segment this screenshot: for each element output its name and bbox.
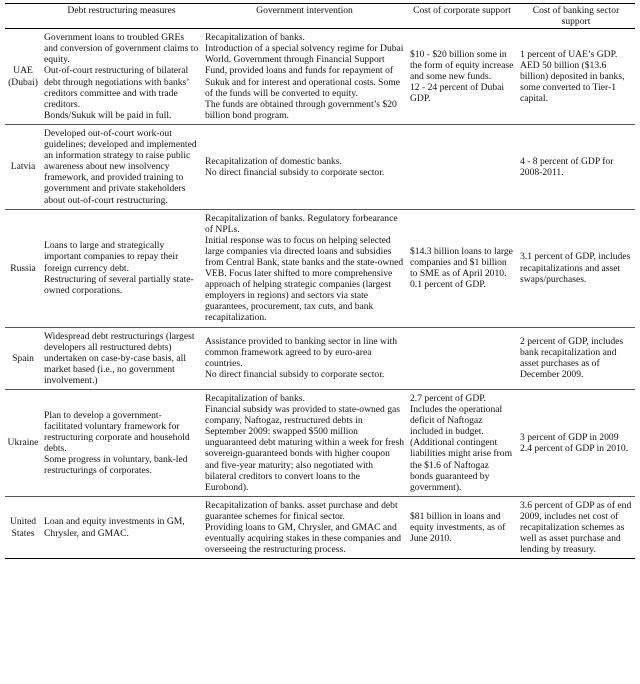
cell-paragraph: No direct financial subsidy to corporate sector. bbox=[205, 369, 385, 381]
cost-banking-support-cell bbox=[517, 209, 635, 327]
debt-restructuring-measures-cell bbox=[41, 496, 202, 558]
cell-paragraph: Widespread debt restructurings (largest developers all restructured debts) undertaken on case-by-case basis, all market based (i.e., no government involvement.) bbox=[44, 330, 195, 386]
country-name-line: Ukraine bbox=[7, 437, 39, 449]
country-name-line: Latvia bbox=[10, 161, 36, 173]
table-row bbox=[5, 496, 635, 558]
cell-paragraph: Some progress in voluntary, bank-led restructurings of corporates. bbox=[44, 454, 188, 477]
government-intervention-cell bbox=[202, 29, 407, 125]
cell-paragraph: 2.7 percent of GDP. bbox=[410, 393, 486, 404]
cell-paragraph: 2.4 percent of GDP in 2010. bbox=[520, 442, 629, 454]
government-intervention-cell bbox=[202, 390, 407, 497]
debt-restructuring-measures-cell bbox=[41, 209, 202, 327]
cell-paragraph: Developed out-of-court work-out guidelines; developed and implemented an information strategy to raise public awareness about new insolvency framework, and provided training to government and private stakeholders about out-of-court restructuring. bbox=[44, 127, 197, 206]
debt-restructuring-measures-cell bbox=[41, 29, 202, 125]
cell-paragraph: Providing loans to GM, Chrysler, and GMAC and eventually acquiring stakes in these companies and overseeing the restructuring process. bbox=[205, 522, 402, 556]
cost-banking-support-cell bbox=[517, 124, 635, 209]
header-country bbox=[5, 4, 41, 29]
cell-paragraph: Restructuring of several partially state-owned corporations. bbox=[44, 273, 194, 296]
cost-banking-support-cell bbox=[517, 29, 635, 125]
cell-paragraph: 3.6 percent of GDP as of end 2009, includes net cost of recapitalization schemes as well as asset purchase and lending by treasury. bbox=[520, 499, 632, 556]
country-name-line: States bbox=[11, 527, 35, 539]
table-row bbox=[5, 29, 635, 125]
cell-paragraph: Bonds/Sukuk will be paid in full. bbox=[44, 109, 172, 121]
table-body bbox=[5, 29, 635, 559]
cell-paragraph: Assistance provided to banking sector in line with common framework agreed to by euro-area countries. bbox=[205, 336, 398, 370]
country-name-line: (Dubai) bbox=[8, 76, 38, 88]
country-cell bbox=[5, 496, 41, 558]
cell-paragraph: $14.3 billion loans to large companies and $1 billion to SME as of April 2010. bbox=[410, 245, 513, 280]
country-cell bbox=[5, 29, 41, 125]
cell-paragraph: 3.1 percent of GDP, includes recapitalizations and asset swaps/purchases. bbox=[520, 251, 631, 285]
table-row bbox=[5, 327, 635, 389]
cost-corporate-support-cell bbox=[407, 209, 517, 327]
cell-paragraph: 0.1 percent of GDP. bbox=[410, 279, 486, 291]
cost-corporate-support-cell bbox=[407, 327, 517, 389]
cell-paragraph: Government loans to troubled GREs and conversion of government claims to equity. bbox=[44, 32, 199, 66]
cell-paragraph: 12 - 24 percent of Dubai GDP. bbox=[410, 82, 505, 105]
cell-paragraph: No direct financial subsidy to corporate sector. bbox=[205, 166, 385, 178]
header-cost-corporate-support: Cost of corporate support bbox=[407, 4, 517, 29]
debt-restructuring-measures-cell bbox=[41, 390, 202, 497]
table-row bbox=[5, 390, 635, 497]
cell-paragraph: $81 billion in loans and equity investments, as of June 2010. bbox=[410, 510, 506, 545]
government-intervention-cell bbox=[202, 496, 407, 558]
debt-restructuring-table bbox=[5, 3, 635, 559]
header-debt-restructuring-measures: Debt restructuring measures bbox=[41, 4, 202, 29]
cost-corporate-support-cell bbox=[407, 496, 517, 558]
government-intervention-cell bbox=[202, 124, 407, 209]
country-cell bbox=[5, 390, 41, 497]
cost-banking-support-cell bbox=[517, 327, 635, 389]
cell-paragraph: Plan to develop a government-facilitated voluntary framework for restructuring corporate and household debts. bbox=[44, 409, 190, 454]
cell-paragraph: Recapitalization of banks. asset purchase and debt guarantee schemes for finical sector. bbox=[205, 499, 398, 522]
cost-corporate-support-cell bbox=[407, 29, 517, 125]
cell-paragraph: Recapitalization of banks. bbox=[205, 32, 305, 44]
table-row bbox=[5, 209, 635, 327]
debt-restructuring-measures-cell bbox=[41, 327, 202, 389]
cost-banking-support-cell bbox=[517, 390, 635, 497]
cost-banking-support-cell bbox=[517, 496, 635, 558]
cell-paragraph: Out-of-court restructuring of bilateral debt through negotiations with banks’ creditors committee and with trade creditors. bbox=[44, 65, 189, 110]
cell-paragraph: Introduction of a special solvency regime for Dubai World. Government through Financial Support Fund, provided loans and funds for repayment of Sukuk and for interest and operational costs. Some of the funds will be converted to equity. bbox=[205, 43, 404, 99]
header-row bbox=[5, 4, 635, 29]
cell-paragraph: Financial subsidy was provided to state-owned gas company, Naftogaz, restructured debts in September 2009: swapped $500 million unguaranteed debt maturing within a week for fresh sovereign-guaranteed bonds with higher coupon and five-year maturity; also negotiated with bilateral creditors to convert loans to the Eurobond). bbox=[205, 404, 405, 493]
cell-paragraph: $10 - $20 billion some in the form of equity increase and some new funds. bbox=[410, 48, 514, 83]
table-row bbox=[5, 124, 635, 209]
header-cost-banking-support: Cost of banking sector support bbox=[517, 4, 635, 29]
cell-paragraph: Initial response was to focus on helping selected large companies via directed loans and subsidies from Central Bank, state banks and the state-owned VEB. Focus later shifted to more comprehensive approach of helping strategic companies (largest employers in regions) and sectors via state guarantees, procurement, tax cuts, and bank recapitalization. bbox=[205, 234, 404, 324]
cell-paragraph: 4 - 8 percent of GDP for 2008-2011. bbox=[520, 155, 614, 178]
cell-paragraph: The funds are obtained through government’s $20 billion bond program. bbox=[205, 98, 397, 121]
debt-restructuring-measures-cell bbox=[41, 124, 202, 209]
cell-paragraph: Recapitalization of banks. Regulatory forbearance of NPLs. bbox=[205, 212, 398, 235]
government-intervention-cell bbox=[202, 209, 407, 327]
government-intervention-cell bbox=[202, 327, 407, 389]
header-government-intervention: Government intervention bbox=[202, 4, 407, 29]
cell-paragraph: Loan and equity investments in GM, Chrysler, and GMAC. bbox=[44, 516, 185, 539]
cell-paragraph: Loans to large and strategically important companies to repay their foreign currency debt. bbox=[44, 240, 179, 274]
country-name-line: UAE bbox=[13, 65, 33, 77]
country-cell bbox=[5, 327, 41, 389]
country-name-line: Russia bbox=[10, 262, 36, 274]
cost-corporate-support-cell bbox=[407, 124, 517, 209]
country-cell bbox=[5, 209, 41, 327]
cost-corporate-support-cell bbox=[407, 390, 517, 497]
cell-paragraph: Includes the operational deficit of Naftogaz included in budget. (Additional contingent liabilities might arise from the $1.6 of Naftogaz bonds guaranteed by government). bbox=[410, 404, 513, 493]
country-name-line: United bbox=[9, 516, 37, 528]
country-name-line: Spain bbox=[12, 352, 34, 364]
cell-paragraph: Recapitalization of domestic banks. bbox=[205, 155, 342, 167]
cell-paragraph: Recapitalization of banks. bbox=[205, 393, 305, 404]
country-cell bbox=[5, 124, 41, 209]
cell-paragraph: 3 percent of GDP in 2009 bbox=[520, 431, 619, 443]
cell-paragraph: 1 percent of UAE’s GDP. AED 50 billion ($13.6 billion) deposited in banks, some converted to Tier-1 capital. bbox=[520, 48, 625, 105]
cell-paragraph: 2 percent of GDP, includes bank recapitalization and asset purchases as of December 2009. bbox=[520, 336, 624, 381]
